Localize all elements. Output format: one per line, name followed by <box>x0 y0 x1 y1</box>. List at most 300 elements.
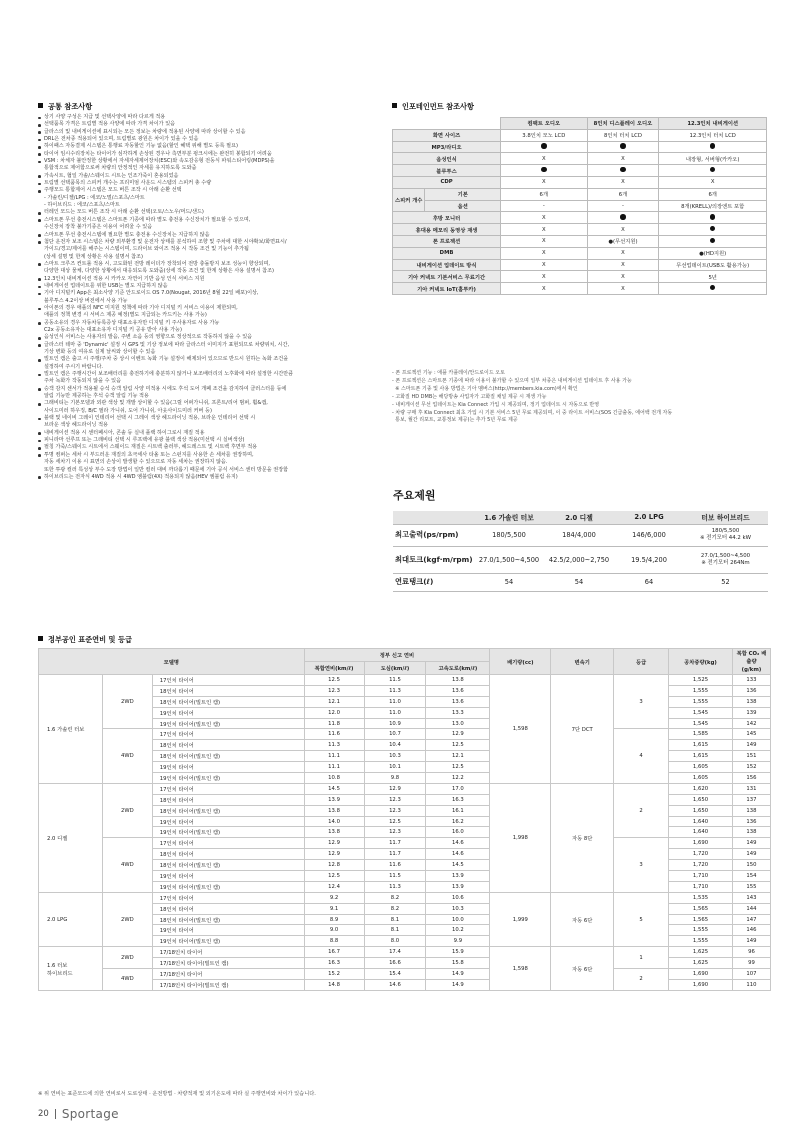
info-cell: X <box>659 176 767 188</box>
dot-icon <box>710 214 716 220</box>
eff-combined: 9.2 <box>304 892 364 903</box>
common-note-item: 승객 감지 센서가 적용될 승석 승객 알림 사양 미적용 시에도 후석 도어 개폐 조건을 감지하여 클러스터를 등에 <box>38 386 378 393</box>
eff-co2: 150 <box>732 860 770 871</box>
spec-cell: 27.0/1,500~4,500 ※ 전기모터 264Nm <box>683 546 768 573</box>
info-cell: X <box>501 224 587 236</box>
eff-transmission: 자동 6단 <box>551 892 614 946</box>
eff-tire: 18인치 타이어 <box>152 685 304 696</box>
eff-weight: 1,710 <box>669 871 733 882</box>
eff-combined: 15.2 <box>304 969 364 980</box>
info-cell <box>659 212 767 224</box>
eff-tire: 19인치 타이어(빌트인 캠) <box>152 718 304 729</box>
info-cell: X <box>501 212 587 224</box>
info-cell <box>501 141 587 153</box>
common-note-item: 빌트인 캠은 주행시간이 보조배터리를 충전하기에 충분하지 않거나 보조배터리의 노후화에 따라 설정한 시간만큼 <box>38 371 378 378</box>
eff-highway: 13.3 <box>426 707 490 718</box>
common-note-item: 가속시트, 협일 가솔/스웨이드 시트는 인조가죽이 혼용되었음 <box>38 173 378 180</box>
eff-highway: 13.6 <box>426 696 490 707</box>
eff-highway: 13.0 <box>426 718 490 729</box>
info-row <box>393 283 767 295</box>
common-note-item: 알림 기능만 제공하는 후석 승객 알림 기능 적용 <box>44 393 149 400</box>
eff-co2: 155 <box>732 881 770 892</box>
eff-model: 1.6 가솔린 터보 <box>39 675 103 784</box>
eff-city: 8.0 <box>364 936 426 947</box>
eff-drive: 4WD <box>102 838 152 892</box>
common-note-item: 자동 세차기 이용 시 표면의 손상이 발생할 수 있으므로 자동 세차는 권장하지 않음. <box>44 459 228 466</box>
info-row-label: 후방 모니터 <box>393 212 501 224</box>
eff-city: 11.3 <box>364 881 426 892</box>
eff-co2: 138 <box>732 805 770 816</box>
eff-combined: 11.1 <box>304 751 364 762</box>
eff-header-displacement: 배기량(cc) <box>490 649 551 675</box>
info-cell: 내장형, 서버형(카카오) <box>659 153 767 165</box>
common-note-item: 상기 사양 구성은 지급 및 선택사양에 따라 다르게 적용 <box>38 114 378 121</box>
common-note-item: 그래비티는 기본모델과 외관 색상 및 개발 상이할 수 있음(그릴 어퍼가니쉬, 프론트/리어 범퍼, 휠&캡, <box>38 400 378 407</box>
info-cell: X <box>587 153 659 165</box>
eff-highway: 12.5 <box>426 740 490 751</box>
common-note-item: 첨단 운전자 보조 시스템은 차량 외부환경 및 운전자 상태를 분석하여 조향 및 주차에 대한 시야확보/화면표시/ <box>38 239 378 246</box>
eff-model: 2.0 LPG <box>39 892 103 946</box>
eff-combined: 12.1 <box>304 696 364 707</box>
eff-header-city: 도심(km/ℓ) <box>364 662 426 675</box>
info-cell: X <box>587 176 659 188</box>
eff-displacement: 1,998 <box>490 783 551 892</box>
info-header-navigation: 12.3인치 내비게이션 <box>659 118 767 130</box>
eff-combined: 16.7 <box>304 947 364 958</box>
dot-icon <box>620 143 626 149</box>
info-cell <box>587 165 659 177</box>
eff-highway: 16.0 <box>426 827 490 838</box>
eff-header-model: 모델명 <box>39 649 305 675</box>
info-note-item: - 폰 프로젝션은 스마트폰 기종에 따라 이용이 불가할 수 있으며 일부 차종은 내비게이션 업데이트 후 사용 가능 <box>392 377 632 384</box>
info-row-sublabel: 옵션 <box>425 200 501 212</box>
eff-co2: 131 <box>732 783 770 794</box>
eff-tire: 17인치 타이어 <box>152 675 304 686</box>
common-note-item: 가이드/경고/제어를 해주는 시스템이며, 드라이브 와이즈 적용 시 작동 조건 및 기능이 추가됨 <box>44 246 249 253</box>
info-cell: X <box>501 271 587 283</box>
spec-cell: 64 <box>615 573 683 591</box>
eff-city: 17.4 <box>364 947 426 958</box>
efficiency-table <box>38 648 771 991</box>
info-cell: X <box>587 247 659 259</box>
info-note-item: - 내비게이션 무선 업데이트는 Kia Connect 가입 시 제공되며, 정기 업데이트 시 자동으로 반영 <box>392 401 600 408</box>
eff-city: 11.0 <box>364 707 426 718</box>
eff-city: 10.3 <box>364 751 426 762</box>
eff-combined: 12.9 <box>304 838 364 849</box>
eff-highway: 13.9 <box>426 871 490 882</box>
eff-header-weight: 공차중량(kg) <box>669 649 733 675</box>
info-note-item: - 차량 구매 후 Kia Connect 최초 가입 시 기본 서비스 5년 무료 제공되며, 이 중 라이트 서비스(SOS 긴급출동, 에어백 전개 자동 <box>392 409 673 416</box>
eff-co2: 154 <box>732 871 770 882</box>
info-cell: X <box>501 153 587 165</box>
dot-icon <box>541 143 547 149</box>
efficiency-footnote: ※ 위 연비는 표준모드에 의한 연비로서 도로상태 · 운전방법 · 차량적재 및 외기온도에 따라 실 주행연비와 차이가 있습니다. <box>38 1091 316 1097</box>
common-note-item: 애플의 정책 변경 시 서비스 제공 예정(별도 지급되는 카드키는 사용 가능) <box>44 312 207 319</box>
dot-icon <box>710 285 716 291</box>
info-note-item: - 고화질 HD DMB는 해당방송 사업자가 고화질 채널 제공 시 재생 가능 <box>392 393 547 400</box>
spec-cell: 54 <box>543 573 615 591</box>
info-cell: X <box>587 271 659 283</box>
info-cell: 5년 <box>659 271 767 283</box>
common-note-item: 주행모드 통합제어 시스템은 모드 버튼 조작 시 아래 순환 선택 <box>38 187 378 194</box>
dot-icon <box>620 214 626 220</box>
eff-highway: 12.2 <box>426 773 490 784</box>
info-row-label: CDP <box>393 176 501 188</box>
info-row <box>393 176 767 188</box>
common-note-item: 브라운 색상 헤드라이닝 적용 <box>44 422 108 429</box>
info-row-label: 스피커 개수 <box>393 188 425 212</box>
eff-grade: 5 <box>614 892 669 946</box>
efficiency-row <box>39 838 771 849</box>
eff-city: 10.9 <box>364 718 426 729</box>
eff-highway: 14.9 <box>426 979 490 990</box>
spec-cell: 52 <box>683 573 768 591</box>
eff-weight: 1,555 <box>669 925 733 936</box>
eff-tire: 18인치 타이어 <box>152 794 304 805</box>
eff-city: 9.8 <box>364 773 426 784</box>
eff-drive: 4WD <box>102 969 152 991</box>
eff-co2: 142 <box>732 718 770 729</box>
eff-co2: 136 <box>732 816 770 827</box>
spec-cell: 27.0/1,500~4,500 <box>475 546 543 573</box>
eff-co2: 96 <box>732 947 770 958</box>
eff-tire: 19인치 타이어(빌트인 캠) <box>152 881 304 892</box>
info-cell: 12.3인치 터치 LCD <box>659 129 767 141</box>
common-note-item: VSM : 차체자 불안정한 상황에서 자세자세제어장치(ESC)와 속도감응형 전동식 파워스티어링(MDPS)을 <box>38 158 378 165</box>
info-cell: 6개 <box>501 188 587 200</box>
eff-grade: 3 <box>614 675 669 729</box>
eff-weight: 1,615 <box>669 740 733 751</box>
eff-highway: 13.8 <box>426 675 490 686</box>
eff-city: 10.4 <box>364 740 426 751</box>
eff-co2: 146 <box>732 925 770 936</box>
eff-weight: 1,640 <box>669 816 733 827</box>
info-cell <box>659 283 767 295</box>
common-note-item: 음성인식 서비스는 사용자의 발음, 주변 소음 등의 영향으로 정상적으로 작동하지 않을 수 있음 <box>38 334 378 341</box>
eff-highway: 9.9 <box>426 936 490 947</box>
eff-combined: 13.8 <box>304 827 364 838</box>
dot-icon <box>710 238 716 244</box>
info-row-sublabel: 기본 <box>425 188 501 200</box>
eff-combined: 11.8 <box>304 718 364 729</box>
eff-co2: 133 <box>732 675 770 686</box>
eff-combined: 14.0 <box>304 816 364 827</box>
info-cell: X <box>501 283 587 295</box>
eff-co2: 149 <box>732 936 770 947</box>
dot-icon <box>710 226 716 232</box>
common-note-item: 공동소유의 경우 자동차등록증상 대표소유자만 디지털 키 주사용자로 사용 가능 <box>38 320 378 327</box>
common-note-item: 사이드미러 하우징, B/C 필라 가니쉬, 도어 가니쉬, 아웃사이드미러 커버 등) <box>44 407 212 414</box>
common-note-item: 스마트 크루즈 컨트롤 적용 시, 고도화된 전방 레이더가 장착되어 전방 충돌방지 보조 성능이 향상되며, <box>38 261 378 268</box>
eff-highway: 10.0 <box>426 914 490 925</box>
spec-row-label: 최고출력(ps/rpm) <box>393 524 475 546</box>
eff-weight: 1,605 <box>669 762 733 773</box>
eff-tire: 17/18인치 타이어(빌트인 캠) <box>152 979 304 990</box>
eff-combined: 14.5 <box>304 783 364 794</box>
spec-row <box>393 524 768 546</box>
eff-combined: 11.6 <box>304 729 364 740</box>
common-note-item: 아이폰의 경우 애플의 NFC 미지원 정책에 따라 기아 디지털 키 서비스 이용이 제한되며, <box>38 305 378 312</box>
common-note-item: 트림별 선택품목의 스피커 개수는 프리미엄 사운드 시스템의 스피커 총 수량 <box>38 180 378 187</box>
eff-city: 10.1 <box>364 762 426 773</box>
info-cell <box>587 141 659 153</box>
info-row <box>393 188 767 200</box>
common-note-item: 글라스터 테마 중 'Dynamic' 설정 시 GPS 및 기상 정보에 따라 글라스터 이미지가 표현되므로 차량위치, 시간, <box>38 342 378 349</box>
spec-table <box>393 511 768 592</box>
eff-tire: 18인치 타이어 <box>152 740 304 751</box>
eff-combined: 16.3 <box>304 958 364 969</box>
eff-city: 11.5 <box>364 871 426 882</box>
info-cell: 8인치 터치 LCD <box>587 129 659 141</box>
dot-icon <box>620 167 626 173</box>
brand-name: Sportage <box>61 1107 119 1121</box>
eff-weight: 1,720 <box>669 860 733 871</box>
eff-combined: 12.5 <box>304 675 364 686</box>
eff-city: 12.3 <box>364 794 426 805</box>
common-note-item: 통합적으로 제어함으로써 차량의 안정적인 자세를 유지하도록 도와줌 <box>44 165 197 172</box>
eff-highway: 14.6 <box>426 849 490 860</box>
eff-highway: 13.6 <box>426 685 490 696</box>
info-cell: X <box>587 259 659 271</box>
common-note-item: 스마트폰 무선 충전시스템에 필요한 별도 충전용 수신장치는 지급하지 않음 <box>38 232 378 239</box>
eff-tire: 18인치 타이어(빌트인 캠) <box>152 805 304 816</box>
efficiency-title: 정부공인 표준연비 및 등급 <box>38 635 132 645</box>
eff-weight: 1,650 <box>669 794 733 805</box>
eff-weight: 1,555 <box>669 685 733 696</box>
eff-weight: 1,585 <box>669 729 733 740</box>
infotainment-notes <box>392 370 772 425</box>
eff-weight: 1,535 <box>669 892 733 903</box>
eff-combined: 9.0 <box>304 925 364 936</box>
common-note-item: 12.3인치 내비게이션 적용 시 카카오 자연어 기반 음성 인식 서비스 지원 <box>38 276 378 283</box>
info-row <box>393 235 767 247</box>
eff-drive: 2WD <box>102 947 152 969</box>
info-cell: - <box>587 200 659 212</box>
infotainment-table <box>392 117 767 295</box>
spec-cell: 180/5,500 ※ 전기모터 44.2 kW <box>683 524 768 546</box>
info-row-label: 블루투스 <box>393 165 501 177</box>
eff-weight: 1,690 <box>669 979 733 990</box>
dot-icon <box>710 167 716 173</box>
eff-city: 15.4 <box>364 969 426 980</box>
common-note-item: 글라스의 및 내비게이션에 표시되는 모든 정보는 차량에 적용된 사양에 따라 상이할 수 있음 <box>38 129 378 136</box>
eff-highway: 10.2 <box>426 925 490 936</box>
eff-weight: 1,690 <box>669 838 733 849</box>
common-note-item: 선택품목 가격은 트림별 적용 사양에 따라 가격 차이가 있음 <box>38 121 378 128</box>
info-cell <box>659 235 767 247</box>
eff-grade: 2 <box>614 783 669 837</box>
info-row-label: 기아 커넥트 IoT(홈투카) <box>393 283 501 295</box>
eff-co2: 110 <box>732 979 770 990</box>
info-note-item: ※ 스마트폰 기종 및 사용 방법은 기아 멤버스(http://members.kia.com)에서 확인 <box>392 385 578 392</box>
info-row-label: 화면 사이즈 <box>393 129 501 141</box>
eff-header-transmission: 변속기 <box>551 649 614 675</box>
eff-city: 11.7 <box>364 838 426 849</box>
info-cell: X <box>587 224 659 236</box>
spec-cell: 146/6,000 <box>615 524 683 546</box>
eff-city: 12.3 <box>364 827 426 838</box>
eff-weight: 1,690 <box>669 969 733 980</box>
eff-weight: 1,555 <box>669 936 733 947</box>
eff-highway: 12.5 <box>426 762 490 773</box>
eff-tire: 19인치 타이어 <box>152 816 304 827</box>
infotainment-title: 인포테인먼트 참조사항 <box>392 102 474 112</box>
eff-model: 1.6 터보 하이브리드 <box>39 947 103 991</box>
info-cell: 6개 <box>659 188 767 200</box>
info-row <box>393 224 767 236</box>
eff-co2: 138 <box>732 696 770 707</box>
eff-city: 8.2 <box>364 903 426 914</box>
eff-tire: 19인치 타이어 <box>152 925 304 936</box>
eff-tire: 19인치 타이어 <box>152 707 304 718</box>
eff-combined: 14.8 <box>304 979 364 990</box>
eff-highway: 14.9 <box>426 969 490 980</box>
eff-co2: 138 <box>732 827 770 838</box>
eff-highway: 15.8 <box>426 958 490 969</box>
eff-city: 16.6 <box>364 958 426 969</box>
common-note-item: 블루투스 4.2이상 버전에서 사용 가능 <box>44 297 128 304</box>
common-note-item: C2x 공동소유자는 대표소유자 디지털 키 공유 받아 사용 가능) <box>44 326 182 333</box>
eff-highway: 14.6 <box>426 838 490 849</box>
common-note-item: 주차 녹화가 작동되지 않을 수 있음 <box>44 378 121 385</box>
efficiency-row <box>39 947 771 958</box>
info-note-item: 통보, 월간 리포트, 교통정보 제공)는 추가 5년 무료 제공 <box>392 417 518 424</box>
eff-combined: 11.3 <box>304 740 364 751</box>
eff-combined: 12.0 <box>304 707 364 718</box>
info-row-label: 음성인식 <box>393 153 501 165</box>
info-row <box>393 259 767 271</box>
eff-weight: 1,545 <box>669 707 733 718</box>
eff-weight: 1,545 <box>669 718 733 729</box>
common-note-item: 하이브리드는 전자식 4WD 적용 시 4WD 엠블럼(4X) 적용되지 않음(HEV 엠블럼 유지) <box>38 474 378 481</box>
eff-highway: 10.6 <box>426 892 490 903</box>
eff-weight: 1,555 <box>669 696 733 707</box>
eff-tire: 17인치 타이어 <box>152 892 304 903</box>
eff-combined: 13.8 <box>304 805 364 816</box>
spec-row <box>393 546 768 573</box>
common-note-item: 타이어 임시수리장치는 타이어가 심각하게 손상된 경우나 측면부분 펑크시에는 완전히 봉합되기 어려움 <box>38 151 378 158</box>
eff-city: 14.6 <box>364 979 426 990</box>
eff-city: 12.9 <box>364 783 426 794</box>
eff-tire: 17인치 타이어 <box>152 729 304 740</box>
common-note-item: 스마트폰 무선 충전시스템은 스마트폰 기종에 따라 별도 충전용 수신장치가 필요할 수 있으며, <box>38 217 378 224</box>
info-row <box>393 247 767 259</box>
info-row <box>393 271 767 283</box>
spec-row-label: 최대토크(kgf·m/rpm) <box>393 546 475 573</box>
eff-displacement: 1,999 <box>490 892 551 946</box>
eff-city: 11.3 <box>364 685 426 696</box>
eff-city: 8.1 <box>364 925 426 936</box>
spec-header-diesel: 2.0 디젤 <box>543 511 615 524</box>
common-note-item: 기상 변화 등의 여유로 실제 날씨와 상이할 수 있음 <box>44 349 156 355</box>
eff-co2: 139 <box>732 707 770 718</box>
spec-cell: 184/4,000 <box>543 524 615 546</box>
eff-header-grade: 등급 <box>614 649 669 675</box>
common-note-item: 내비게이션 적용 시 센터페시아, 콘솔 등 실내 플랙 하이그로시 재질 적용 <box>38 430 378 437</box>
eff-tire: 19인치 타이어(빌트인 캠) <box>152 827 304 838</box>
eff-tire: 18인치 타이어(빌트인 캠) <box>152 696 304 707</box>
eff-tire: 17인치 타이어 <box>152 838 304 849</box>
efficiency-row <box>39 675 771 686</box>
eff-city: 11.5 <box>364 675 426 686</box>
eff-co2: 149 <box>732 838 770 849</box>
info-cell: 8개(KRELL)/의장엔트 포함 <box>659 200 767 212</box>
info-cell: 무선업데이트(USB도 활용가능) <box>659 259 767 271</box>
eff-weight: 1,565 <box>669 903 733 914</box>
eff-tire: 18인치 타이어 <box>152 903 304 914</box>
eff-header-co2: 복합 CO₂ 배출량 (g/km) <box>732 649 770 675</box>
eff-tire: 18인치 타이어 <box>152 849 304 860</box>
info-cell: ●(HD지원) <box>659 247 767 259</box>
eff-highway: 15.9 <box>426 947 490 958</box>
eff-weight: 1,625 <box>669 958 733 969</box>
eff-highway: 14.5 <box>426 860 490 871</box>
common-note-item: 하이패스 자동결제 시스템은 통행료 자동할인 기능 없음(할인 혜택 위해 별도 등록 필요) <box>38 143 378 150</box>
info-row <box>393 153 767 165</box>
eff-co2: 144 <box>732 903 770 914</box>
eff-tire: 17/18인치 타이어 <box>152 947 304 958</box>
info-header-display-audio: 8인치 디스플레이 오디오 <box>587 118 659 130</box>
eff-grade: 1 <box>614 947 669 969</box>
eff-highway: 12.1 <box>426 751 490 762</box>
common-note-item: 펄칭 가죽/스웨이드 시트에서 스웨이드 재질은 시트백 출러부, 헤드레스트 및 시트백 후면부 적용 <box>38 444 378 451</box>
eff-combined: 9.1 <box>304 903 364 914</box>
eff-header-highway: 고속도로(km/ℓ) <box>426 662 490 675</box>
eff-combined: 12.5 <box>304 871 364 882</box>
info-row-label: 내비게이션 업데이트 방식 <box>393 259 501 271</box>
common-note-item: 피니라마 선루프 또는 그래비티 선택 시 루프랙에 유광 블랙 색상 적용(미선택 시 실버색상) <box>38 437 378 444</box>
eff-city: 11.6 <box>364 860 426 871</box>
eff-displacement: 1,598 <box>490 675 551 784</box>
eff-city: 12.5 <box>364 816 426 827</box>
eff-tire: 19인치 타이어 <box>152 871 304 882</box>
eff-combined: 11.1 <box>304 762 364 773</box>
info-cell <box>501 165 587 177</box>
eff-co2: 149 <box>732 849 770 860</box>
spec-header-gasoline: 1.6 가솔린 터보 <box>475 511 543 524</box>
eff-combined: 12.9 <box>304 849 364 860</box>
spec-cell: 19.5/4,200 <box>615 546 683 573</box>
eff-co2: 149 <box>732 740 770 751</box>
eff-model: 2.0 디젤 <box>39 783 103 892</box>
info-cell <box>587 212 659 224</box>
info-row-label: MP3/라디오 <box>393 141 501 153</box>
efficiency-row <box>39 892 771 903</box>
eff-highway: 12.9 <box>426 729 490 740</box>
info-cell <box>659 165 767 177</box>
info-row <box>393 212 767 224</box>
info-cell: 3.8인치 모노 LCD <box>501 129 587 141</box>
eff-displacement: 1,598 <box>490 947 551 991</box>
info-cell: ●(무선지원) <box>587 235 659 247</box>
eff-co2: 136 <box>732 685 770 696</box>
eff-highway: 16.1 <box>426 805 490 816</box>
eff-tire: 17인치 타이어 <box>152 783 304 794</box>
eff-weight: 1,565 <box>669 914 733 925</box>
spec-cell: 180/5,500 <box>475 524 543 546</box>
eff-transmission: 자동 6단 <box>551 947 614 991</box>
eff-co2: 137 <box>732 794 770 805</box>
common-note-item: 빌트인 캠은 출고 시 주행/주차 중 상시 이벤트 녹화 기능 설정이 해제되어 있으므로 반드시 원하는 녹화 조건을 <box>38 356 378 363</box>
common-note-item: DRL은 전차종 적용되어 있으며, 트림별로 광원은 차이가 있을 수 있음 <box>38 136 378 143</box>
eff-grade: 2 <box>614 969 669 991</box>
common-note-item: 투명 컴퍼는 세차 시 부드러운 재질의 초극세사 타올 또는 스펀지를 사용한 손 세차를 권장하며, <box>38 452 378 459</box>
spec-cell: 42.5/2,000~2,750 <box>543 546 615 573</box>
common-note-item: 기아 디지털키 App은 최소사양 기준 안드로이드 OS 7.0(Nougat, 2016년 8월 22일 배포)이상, <box>38 290 378 297</box>
common-note-item: (상세 설명 및 한계 상황은 사용 설명서 참조) <box>44 253 143 260</box>
info-cell: - <box>501 200 587 212</box>
info-cell <box>659 224 767 236</box>
